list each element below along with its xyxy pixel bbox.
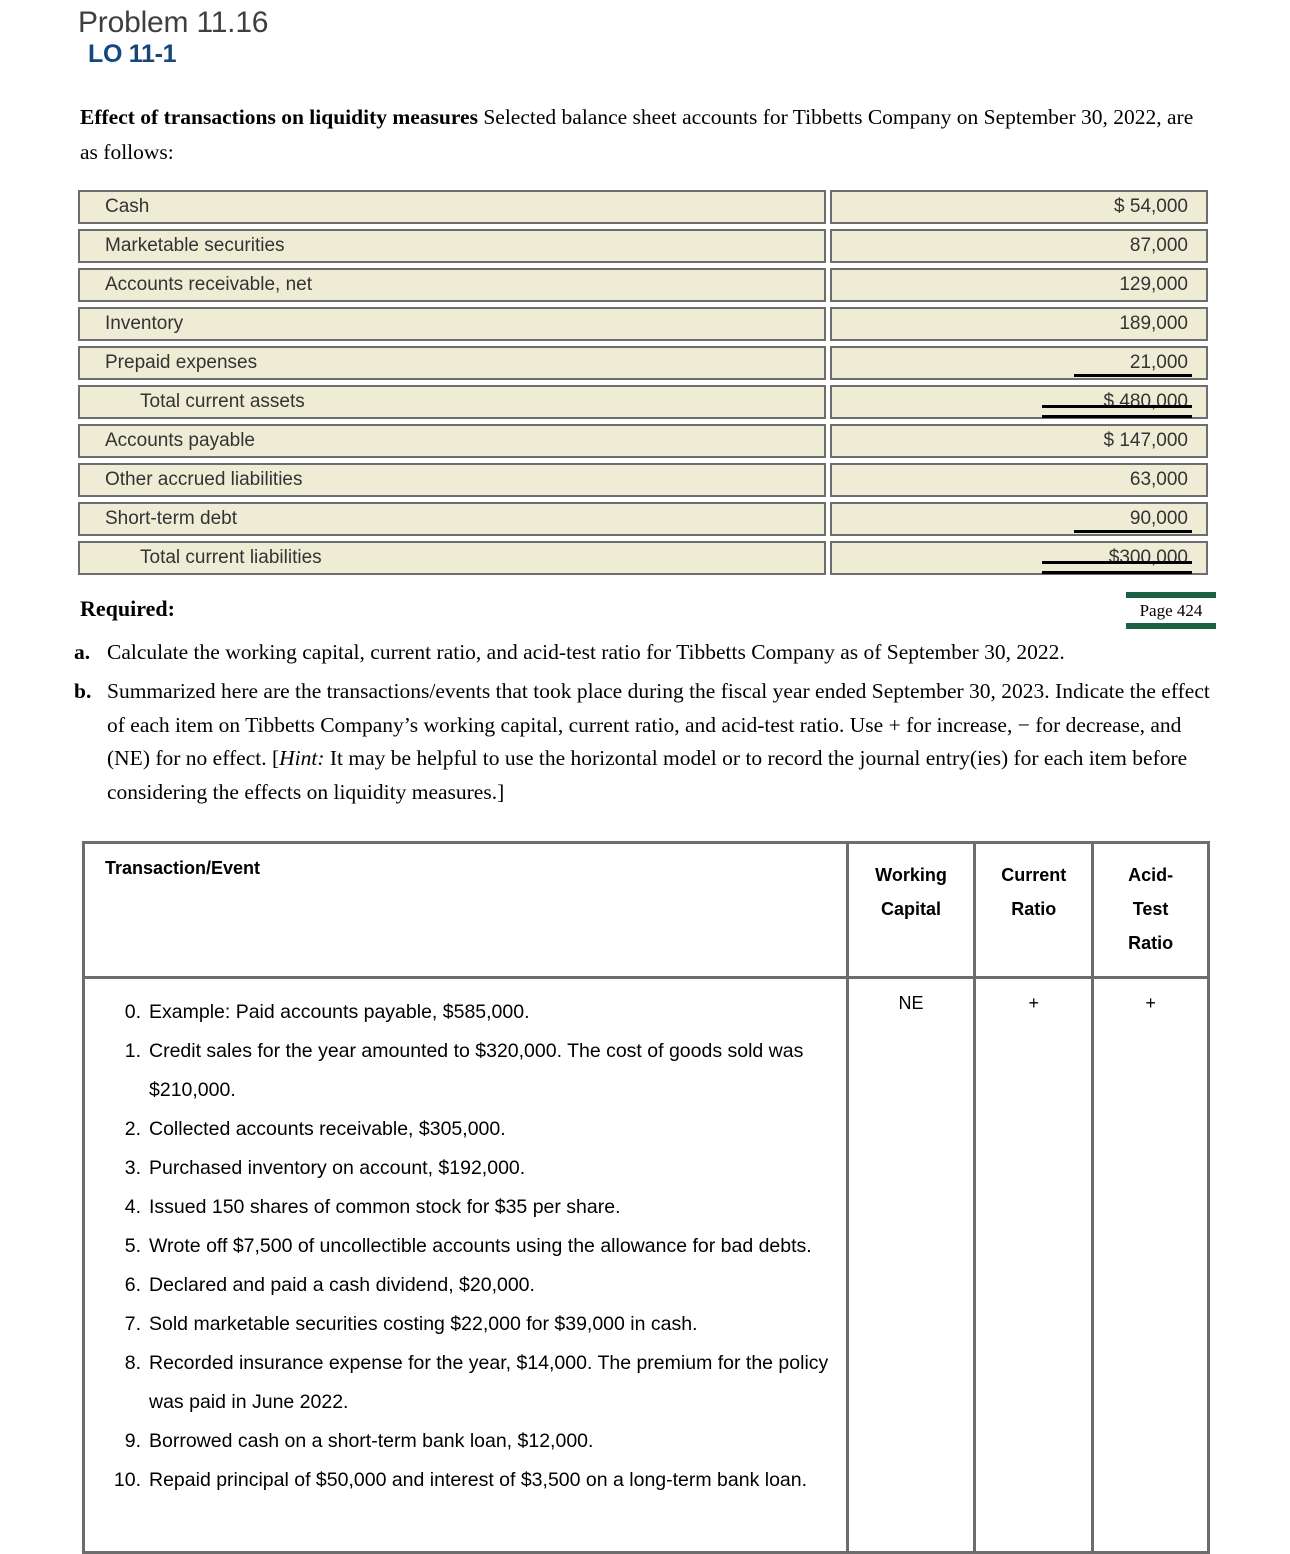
- transaction-item-number: 6.: [124, 1274, 141, 1296]
- transaction-list-cell: [85, 979, 846, 1551]
- column-header-acid-test-line2: Test: [1132, 899, 1169, 919]
- transaction-item-text: Recorded insurance expense for the year, $14,000. The premium for the policy was paid in June 2022.: [149, 1352, 829, 1413]
- transaction-list-item: [105, 1266, 836, 1305]
- required-item-b-part1: Summarized here are the transactions/events that took place during the fiscal year ended September 30, 2023. Indicate the effect of each item on Tibbetts Company’s working capital, current ratio, and acid-test ratio. Use + for increase, − for decrease, and (NE) for no effect. [: [107, 679, 1210, 770]
- transaction-list-item: [105, 993, 836, 1032]
- transaction-item-number: 7.: [124, 1313, 141, 1335]
- transaction-list-item: [105, 1305, 836, 1344]
- transaction-item-text: Wrote off $7,500 of uncollectible accounts using the allowance for bad debts.: [149, 1235, 812, 1257]
- learning-objective-tag: LO 11-1: [88, 40, 177, 68]
- balance-sheet-row: [78, 541, 1208, 575]
- transaction-list-item: [105, 1461, 836, 1500]
- balance-sheet-row-value: [830, 385, 1208, 419]
- transaction-item-text: Borrowed cash on a short-term bank loan, $12,000.: [149, 1430, 594, 1452]
- answer-working-capital: NE: [898, 993, 924, 1013]
- required-item-b-marker: b.: [74, 679, 92, 703]
- page-marker-bar-bottom: [1126, 623, 1216, 629]
- required-item-a-text: Calculate the working capital, current ratio, and acid-test ratio for Tibbetts Company as of September 30, 2022.: [107, 640, 1065, 664]
- transaction-list-item: [105, 1110, 836, 1149]
- transaction-item-number: 2.: [124, 1118, 141, 1140]
- column-header-acid-test-line1: Acid-: [1128, 865, 1174, 885]
- transaction-table-body: [85, 979, 1207, 1551]
- balance-sheet-row-label: Cash: [78, 190, 826, 224]
- column-header-working-capital-line1: Working: [875, 865, 947, 885]
- intro-paragraph: [80, 100, 1200, 170]
- balance-sheet-row: [78, 424, 1208, 458]
- transaction-item-text: Collected accounts receivable, $305,000.: [149, 1118, 506, 1140]
- transaction-item-text: Sold marketable securities costing $22,000 for $39,000 in cash.: [149, 1313, 698, 1335]
- balance-sheet-row-label: Accounts receivable, net: [78, 268, 826, 302]
- column-header-current-ratio-line2: Ratio: [1011, 899, 1057, 919]
- transaction-item-number: 10.: [113, 1469, 141, 1491]
- transaction-item-text: Declared and paid a cash dividend, $20,000.: [149, 1274, 535, 1296]
- answer-current-ratio: +: [1028, 993, 1040, 1013]
- balance-sheet-row-value: [830, 541, 1208, 575]
- transaction-effects-table: [82, 841, 1210, 1554]
- balance-sheet-row-value: [830, 424, 1208, 458]
- transaction-item-text: Repaid principal of $50,000 and interest of $3,500 on a long-term bank loan.: [149, 1469, 808, 1491]
- column-header-working-capital: [846, 844, 974, 976]
- required-item-a-marker: a.: [74, 640, 91, 664]
- column-header-transaction-event: Transaction/Event: [105, 858, 261, 878]
- column-header-current-ratio: [973, 844, 1091, 976]
- transaction-table-header-row: [85, 844, 1207, 979]
- transaction-list-item: [105, 1344, 836, 1422]
- transaction-item-number: 8.: [124, 1352, 141, 1374]
- transaction-item-number: 5.: [124, 1235, 141, 1257]
- transaction-item-text: Issued 150 shares of common stock for $35 per share.: [149, 1196, 621, 1218]
- balance-sheet-row-label: Short-term debt: [78, 502, 826, 536]
- balance-sheet-row: [78, 268, 1208, 302]
- transaction-item-text: Purchased inventory on account, $192,000.: [149, 1157, 526, 1179]
- balance-sheet-amount: $ 147,000: [1103, 430, 1188, 451]
- column-header-acid-test-line3: Ratio: [1128, 933, 1174, 953]
- transaction-item-number: 4.: [124, 1196, 141, 1218]
- transaction-list-item: [105, 1422, 836, 1461]
- balance-sheet-amount: 129,000: [1119, 274, 1188, 295]
- transaction-list: [105, 993, 836, 1500]
- balance-sheet-row-label: Inventory: [78, 307, 826, 341]
- balance-sheet-amount: 87,000: [1129, 235, 1188, 256]
- balance-sheet-row-label: Marketable securities: [78, 229, 826, 263]
- balance-sheet-row-label: Total current liabilities: [78, 541, 826, 575]
- required-item-b-part2: It may be helpful to use the horizontal model or to record the journal entry(ies) for each item before considering the effects on liquidity measures.]: [107, 746, 1188, 804]
- balance-sheet-row: [78, 502, 1208, 536]
- required-item-b: [74, 675, 1214, 809]
- transaction-list-item: [105, 1227, 836, 1266]
- balance-sheet-row: [78, 463, 1208, 497]
- transaction-item-text: Credit sales for the year amounted to $320,000. The cost of goods sold was $210,000.: [149, 1040, 804, 1101]
- column-header-acid-test-ratio: [1091, 844, 1207, 976]
- balance-sheet-amount: $ 54,000: [1114, 196, 1188, 217]
- balance-sheet-amount: $ 480,000: [1103, 391, 1188, 412]
- balance-sheet-row: [78, 385, 1208, 419]
- balance-sheet-amount: 189,000: [1119, 313, 1188, 334]
- transaction-list-item: [105, 1149, 836, 1188]
- balance-sheet-row: [78, 190, 1208, 224]
- balance-sheet-row-value: [830, 229, 1208, 263]
- balance-sheet-row: [78, 346, 1208, 380]
- balance-sheet-amount: 90,000: [1129, 508, 1188, 529]
- transaction-list-item: [105, 1032, 836, 1110]
- required-item-b-hint: Hint:: [279, 746, 325, 770]
- answer-cell-working-capital[interactable]: [846, 979, 974, 1551]
- balance-sheet-amount: $300,000: [1108, 547, 1188, 568]
- column-header-current-ratio-line1: Current: [1001, 865, 1067, 885]
- required-item-b-text: [107, 675, 1214, 809]
- required-heading: Required:: [80, 596, 175, 621]
- transaction-item-number: 9.: [124, 1430, 141, 1452]
- balance-sheet-amount: 21,000: [1129, 352, 1188, 373]
- balance-sheet-row-value: [830, 190, 1208, 224]
- balance-sheet-row-label: Other accrued liabilities: [78, 463, 826, 497]
- page-marker: [1112, 592, 1230, 629]
- transaction-item-number: 0.: [124, 1001, 141, 1023]
- balance-sheet-row-value: [830, 346, 1208, 380]
- page-marker-label: Page 424: [1139, 601, 1203, 620]
- balance-sheet-row-label: Prepaid expenses: [78, 346, 826, 380]
- balance-sheet-table: [78, 190, 1208, 580]
- balance-sheet-row: [78, 307, 1208, 341]
- transaction-list-item: [105, 1188, 836, 1227]
- transaction-item-text: Example: Paid accounts payable, $585,000.: [149, 1001, 530, 1023]
- balance-sheet-row-label: Accounts payable: [78, 424, 826, 458]
- transaction-item-number: 3.: [124, 1157, 141, 1179]
- balance-sheet-row: [78, 229, 1208, 263]
- answer-acid-test-ratio: +: [1145, 993, 1156, 1013]
- column-header-working-capital-line2: Capital: [880, 899, 941, 919]
- intro-bold-lead: Effect of transactions on liquidity measures: [80, 105, 478, 129]
- balance-sheet-row-value: [830, 502, 1208, 536]
- transaction-item-number: 1.: [124, 1040, 141, 1062]
- balance-sheet-amount: 63,000: [1129, 469, 1188, 490]
- balance-sheet-row-value: [830, 268, 1208, 302]
- balance-sheet-row-value: [830, 307, 1208, 341]
- answer-cell-acid-test-ratio[interactable]: [1091, 979, 1207, 1551]
- balance-sheet-row-value: [830, 463, 1208, 497]
- balance-sheet-row-label: Total current assets: [78, 385, 826, 419]
- required-item-a: [74, 636, 1214, 670]
- intro-rest: Selected balance sheet accounts for Tibbetts Company on September 30, 2022, are as follows:: [80, 105, 1194, 164]
- answer-cell-current-ratio[interactable]: [973, 979, 1091, 1551]
- page-title: Problem 11.16: [78, 6, 269, 39]
